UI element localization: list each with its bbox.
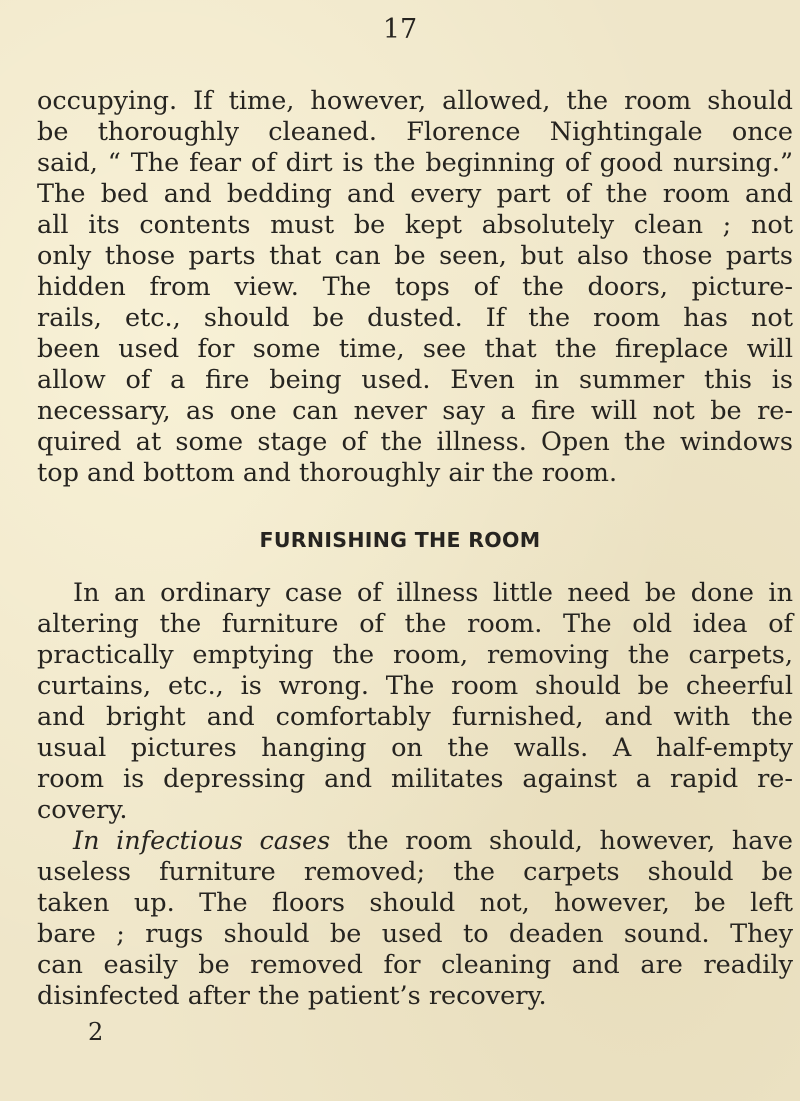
text-line: room is depressing and militates against a rapid re- [37,764,793,794]
text-line: hidden from view. The tops of the doors, picture- [37,272,793,302]
text-line: all its contents must be kept absolutely clean ; not [37,210,793,240]
signature-mark: 2 [88,1018,104,1046]
text-line: covery. [37,795,128,825]
text-line: quired at some stage of the illness. Open the windows [37,427,793,457]
text-line: usual pictures hanging on the walls. A half-empty [37,733,793,763]
text-line: and bright and comfortably furnished, and with the [37,702,793,732]
section-heading: FURNISHING THE ROOM [259,528,541,552]
text-run: the room should, however, have [330,826,794,856]
text-line: allow of a fire being used. Even in summer this is [37,365,793,395]
text-line: said, “ The fear of dirt is the beginning of good nursing.” [37,148,793,178]
text-line: taken up. The floors should not, however, be left [37,888,793,918]
text-line: practically emptying the room, removing the carpets, [37,640,793,670]
page-number: 17 [382,14,418,45]
text-line: occupying. If time, however, allowed, the room should [37,86,793,116]
italic-phrase: In infectious cases [73,826,331,856]
text-line: only those parts that can be seen, but also those parts [37,241,793,271]
text-line: necessary, as one can never say a fire will not be re- [37,396,793,426]
text-line [73,826,793,857]
text-line: curtains, etc., is wrong. The room should be cheerful [37,671,793,701]
text-line: altering the furniture of the room. The old idea of [37,609,793,639]
text-line: be thoroughly cleaned. Florence Nightingale once [37,117,793,147]
text-line: In an ordinary case of illness little need be done in [73,578,793,608]
text-line: The bed and bedding and every part of the room and [37,179,793,209]
text-line: rails, etc., should be dusted. If the room has not [37,303,793,333]
text-line: top and bottom and thoroughly air the room. [37,458,618,488]
text-line: bare ; rugs should be used to deaden sound. They [37,919,793,949]
text-line: been used for some time, see that the fireplace will [37,334,793,364]
text-line: disinfected after the patient’s recovery. [37,981,547,1011]
text-line: can easily be removed for cleaning and are readily [37,950,793,980]
text-line: useless furniture removed; the carpets should be [37,857,793,887]
